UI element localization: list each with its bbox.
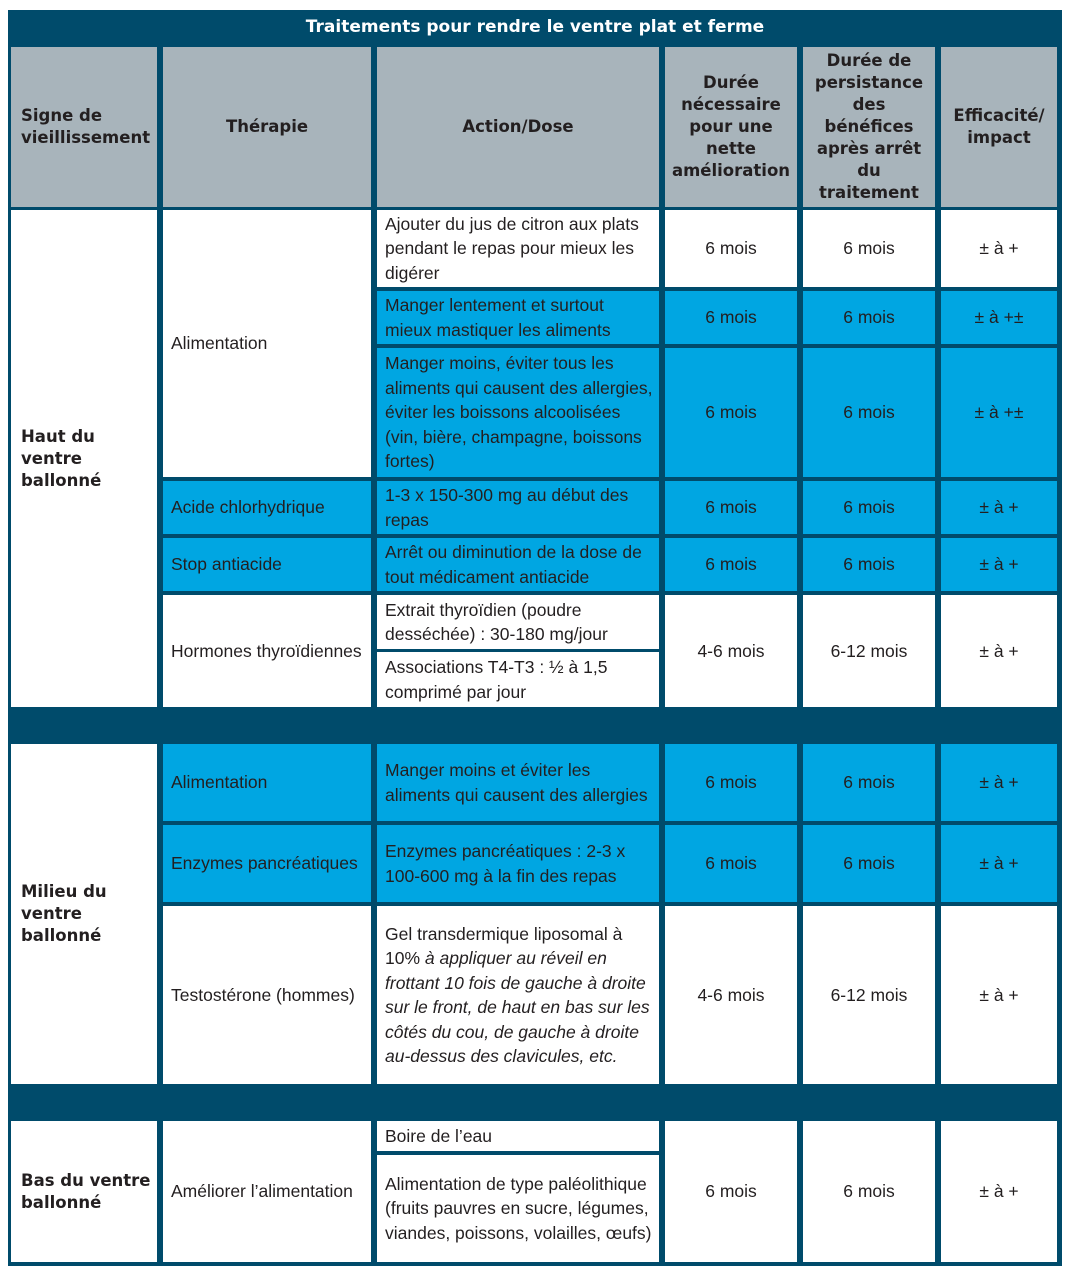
table-title: Traitements pour rendre le ventre plat et ferme — [305, 17, 765, 37]
action-cell: Enzymes pancréatiques : 2-3 x 100-600 mg à la fin des repas — [377, 825, 659, 902]
therapy-cell: Acide chlorhydrique — [163, 481, 371, 534]
therapy-cell: Enzymes pancréatiques — [163, 825, 371, 902]
header-persistence: Durée de persistance des bénéfices après arrêt du traitement — [803, 47, 935, 207]
persistence-cell: 6 mois — [803, 744, 935, 821]
persistence-cell: 6 mois — [803, 825, 935, 902]
action-cell: Alimentation de type paléolithique (fruits pauvres en sucre, légumes, viandes, poissons, volailles, œufs) — [377, 1155, 659, 1262]
persistence-cell: 6 mois — [803, 1121, 935, 1262]
header-duration: Durée nécessaire pour une nette amélioration — [665, 47, 797, 207]
efficacy-cell: ± à + — [941, 906, 1057, 1084]
action-cell: Manger lentement et surtout mieux mastiquer les aliments — [377, 291, 659, 344]
persistence-cell: 6 mois — [803, 291, 935, 344]
persistence-cell: 6 mois — [803, 210, 935, 287]
persistence-cell: 6-12 mois — [803, 595, 935, 707]
duration-cell: 6 mois — [665, 348, 797, 477]
duration-cell: 6 mois — [665, 481, 797, 534]
persistence-cell: 6 mois — [803, 481, 935, 534]
treatments-table — [8, 10, 1062, 1266]
header-therapy: Thérapie — [163, 47, 371, 207]
efficacy-cell: ± à + — [941, 1121, 1057, 1262]
efficacy-cell: ± à + — [941, 210, 1057, 287]
persistence-cell: 6 mois — [803, 538, 935, 591]
efficacy-cell: ± à + — [941, 481, 1057, 534]
action-cell: 1-3 x 150-300 mg au début des repas — [377, 481, 659, 534]
action-cell: Manger moins et éviter les aliments qui causent des allergies — [377, 744, 659, 821]
therapy-cell: Améliorer l’alimentation — [163, 1121, 371, 1262]
duration-cell: 6 mois — [665, 538, 797, 591]
therapy-cell: Alimentation — [163, 744, 371, 821]
duration-cell: 6 mois — [665, 210, 797, 287]
action-cell: Manger moins, éviter tous les aliments qui causent des allergies, éviter les boissons alcoolisées (vin, bière, champagne, boissons fortes) — [377, 348, 659, 477]
sign-cell: Bas du ventre ballonné — [11, 1121, 157, 1262]
efficacy-cell: ± à + — [941, 538, 1057, 591]
persistence-cell: 6-12 mois — [803, 906, 935, 1084]
header-action: Action/Dose — [377, 47, 659, 207]
action-cell: Boire de l’eau — [377, 1121, 659, 1151]
header-efficacy: Efficacité/ impact — [941, 47, 1057, 207]
efficacy-cell: ± à + — [941, 825, 1057, 902]
efficacy-cell: ± à + — [941, 744, 1057, 821]
action-text: Gel transdermique liposomal à 10% — [385, 923, 623, 968]
therapy-cell: Stop antiacide — [163, 538, 371, 591]
duration-cell: 4-6 mois — [665, 595, 797, 707]
action-cell: Ajouter du jus de citron aux plats pendant le repas pour mieux les digérer — [377, 210, 659, 287]
duration-cell: 6 mois — [665, 744, 797, 821]
therapy-cell: Testostérone (hommes) — [163, 906, 371, 1084]
action-cell — [377, 906, 659, 1084]
efficacy-cell: ± à + — [941, 595, 1057, 707]
therapy-cell: Alimentation — [163, 210, 371, 477]
action-cell: Arrêt ou diminution de la dose de tout médicament antiacide — [377, 538, 659, 591]
persistence-cell: 6 mois — [803, 348, 935, 477]
action-cell: Extrait thyroïdien (poudre desséchée) : 30-180 mg/jour — [377, 595, 659, 649]
sign-cell: Haut du ventre ballonné — [11, 210, 157, 707]
duration-cell: 6 mois — [665, 1121, 797, 1262]
action-text-italic: à appliquer au réveil en frottant 10 fois de gauche à droite sur le front, de haut en bas sur les côtés du cou, de gauche à droite au-dessus des clavicules, etc. — [385, 948, 650, 1066]
sign-cell: Milieu du ventre ballonné — [11, 744, 157, 1084]
duration-cell: 6 mois — [665, 825, 797, 902]
duration-cell: 6 mois — [665, 291, 797, 344]
efficacy-cell: ± à +± — [941, 348, 1057, 477]
header-sign: Signe de vieillissement — [11, 47, 157, 207]
duration-cell: 4-6 mois — [665, 906, 797, 1084]
efficacy-cell: ± à +± — [941, 291, 1057, 344]
therapy-cell: Hormones thyroïdiennes — [163, 595, 371, 707]
action-cell: Associations T4-T3 : ½ à 1,5 comprimé par jour — [377, 652, 659, 707]
